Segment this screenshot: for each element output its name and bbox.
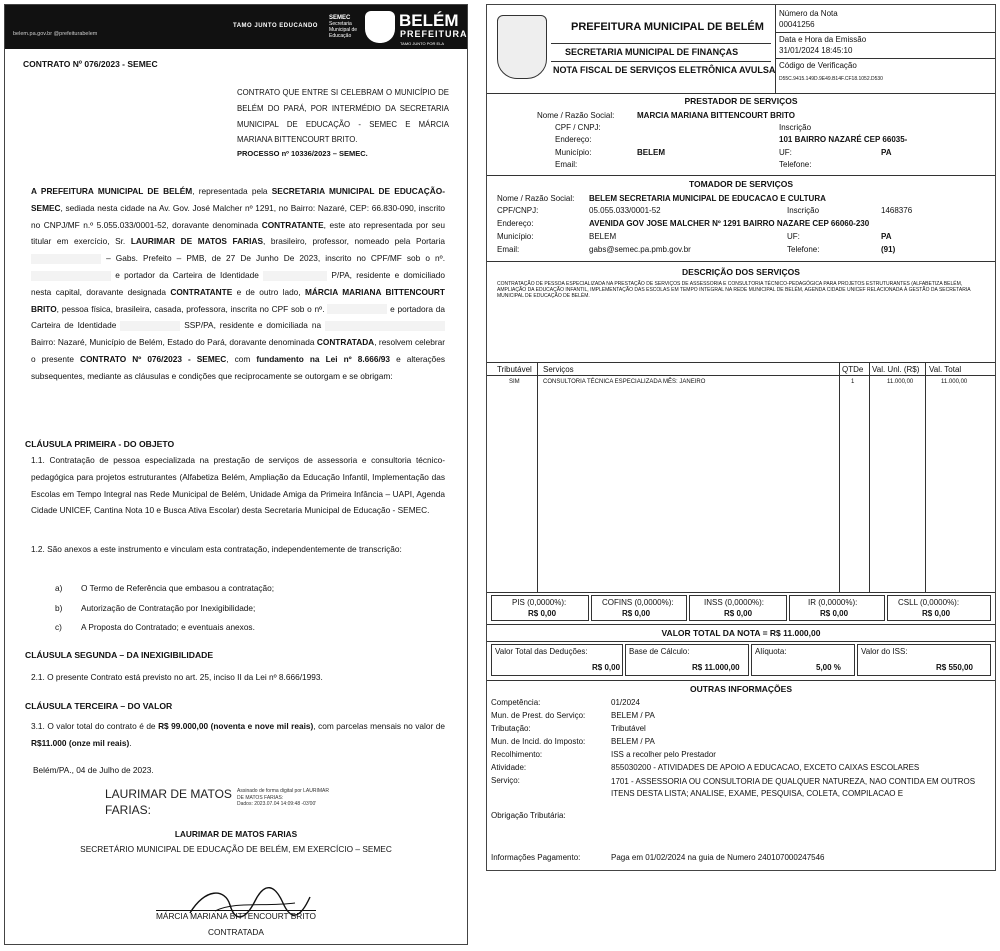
invoice-page: PREFEITURA MUNICIPAL DE BELÉM SECRETARIA MUNICIPAL DE FINANÇAS NOTA FISCAL DE SERVIÇOS ELETRÔNICA AVULSA Número da Nota 00041256 Data e Hora da Emissão 31/01/2024 18:45:10 Código de Verificação D55C.9415.149D.9E49.B14F.CF18.1052.D530 PRESTADOR DE SERVIÇOS Nome / Razão Social: MARCIA MARIANA BITTENCOURT BRITO CPF / CNPJ: Inscrição Endereço: 101 BAIRRO NAZARÉ CEP 66035- Município: BELEM UF: PA Email: Telefone: TOMADOR DE SERVIÇOS Nome / Razão Social: BELEM SECRETARIA MUNICIPAL DE EDUCACAO E CULTURA CPF/CNPJ: 05.055.033/0001-52 Inscrição 1468376 Endereço: AVENIDA GOV JOSE MALCHER Nº 1291 BAIRRO NAZARE CEP 66060-230 Município: BELEM UF: PA Email: gabs@semec.pa.pmb.gov.br Telefone: (91) DESCRIÇÃO DOS SERVIÇOS CONTRATAÇÃO DE PESSOA ESPECIALIZADA NA PRESTAÇÃO DE SERVIÇOS DE ASSESSORIA E CONSULTORIA TÉCNICO-PEDAGÓGICA PARA PROJETOS ESTRUTURANTES (ALFABETIZA BELÉM, AMPLIAÇÃO DA EDUCAÇÃO INFANTIL, IMPLEMENTAÇÃO DAS ESCOLAS EM TEMPO INTEGRAL NA REDE MUNICIPAL DE BELÉM, AGENDA CIDADE UNICEF RELACIONADA À GESTÃO DA SECRETARIA MUNICIPAL DE EDUCAÇÃO DE BELÉM. Tributável Serviços QTDe Val. Unl. (R$) Val. Total SIM CONSULTORIA TÉCNICA ESPECIALIZADA MÊS: JANEIRO 1 11.000,00 11.000,00 PIS (0,0000%): R$ 0,00 COFINS (0,0000%): R$ 0,00 INSS (0,0000%): R$ 0,00 IR (0,0000%): R$ 0,00 CSLL (0,0000%): R$ 0,00 VALOR TOTAL DA NOTA = R$ 11.000,00 Valor Total das Deduções: R$ 0,00 Base de Cálculo: R$ 11.000,00 Alíquota: 5,00 % Valor do ISS: R$ 550,00 OUTRAS INFORMAÇÕES Competência: 01/2024 Mun. de Prest. do Serviço: BELEM / PA Tributação: Tributável Mun. de Incid. do Imposto: BELEM / PA Recolhimento: ISS a recolher pelo Prestador Atividade: 855030200 - ATIVIDADES DE APOIO A EDUCACAO, EXCETO CAIXAS ESCOLARES Serviço: 1701 - ASSESSORIA OU CONSULTORIA DE QUALQUER NATUREZA, NAO CONTIDA EM OUTROS ITENS DESTA LISTA; ANALISE, EXAME, PESQUISA, COLETA, COMPILACAO E Obrigação Tributária: Informações Pagamento: Paga em 01/02/2024 na guia de Numero 240107000247546 — [486, 4, 996, 871]
servico-codigo: 1701 - ASSESSORIA OU CONSULTORIA DE QUALQUER NATUREZA, NAO CONTIDA EM OUTROS ITENS DESTA LISTA; ANALISE, EXAME, PESQUISA, COLETA, COMPILACAO E — [611, 777, 976, 798]
redacted-rg-contratada — [120, 321, 180, 331]
tax-ir: IR (0,0000%): R$ 0,00 — [789, 595, 885, 621]
contract-title: CONTRATO Nº 076/2023 - SEMEC — [23, 59, 158, 69]
redacted-portaria — [31, 254, 101, 264]
clause-1-2: 1.2. São anexos a este instrumento e vinculam esta contratação, independentemente de transcrição: — [31, 544, 402, 554]
valor-iss-box: Valor do ISS: R$ 550,00 — [857, 644, 991, 676]
redacted-cpf-contratada — [327, 304, 387, 314]
base-calculo-box: Base de Cálculo: R$ 11.000,00 — [625, 644, 749, 676]
competencia: 01/2024 — [611, 698, 640, 707]
row-val-total: 11.000,00 — [941, 379, 968, 385]
tomador-email: gabs@semec.pa.pmb.gov.br — [589, 245, 691, 254]
descricao-heading: DESCRIÇÃO DOS SERVIÇOS — [682, 267, 800, 277]
place-date: Belém/PA., 04 de Julho de 2023. — [33, 765, 154, 775]
tomador-name: BELEM SECRETARIA MUNICIPAL DE EDUCACAO E CULTURA — [589, 194, 826, 203]
digital-signature-meta: Assinado de forma digital por LAURIMAR DE MATOS FARIAS: Dados: 2023.07.04 14:09:48 -03'00' — [237, 788, 329, 807]
verification-label: Código de Verificação — [779, 61, 857, 70]
row-servico: CONSULTORIA TÉCNICA ESPECIALIZADA MÊS: JANEIRO — [543, 379, 706, 385]
signer-1-printed-name: LAURIMAR DE MATOS FARIAS — [174, 829, 298, 839]
emission-label: Data e Hora da Emissão — [779, 35, 867, 44]
tax-pis: PIS (0,0000%): R$ 0,00 — [491, 595, 589, 621]
signer-2-printed-name: MÁRCIA MARIANA BITTENCOURT BRITO — [156, 911, 316, 921]
contract-summary: CONTRATO QUE ENTRE SI CELEBRAM O MUNICÍPIO DE BELÉM DO PARÁ, POR INTERMÉDIO DA SECRETARIA MUNICIPAL DE EDUCAÇÃO - SEMEC E MÁRCIA MARIANA BITTENCOURT BRITO. — [237, 88, 449, 145]
processo-number: PROCESSO nº 10336/2023 – SEMEC. — [237, 149, 368, 158]
row-tributavel: SIM — [509, 379, 520, 385]
clause-3-1: 3.1. O valor total do contrato é de R$ 99.000,00 (noventa e nove mil reais), com parcelas mensais no valor de R$11.000 (onze mil reais). — [31, 721, 446, 748]
col-val-total: Val. Total — [929, 365, 962, 374]
clause-1-1: 1.1. Contratação de pessoa especializada na prestação de serviços de assessoria e consultoria técnico-pedagógica para projetos estruturantes (Alfabetiza Belém, Ampliação da Educação Infantil, Implementação das Escolas em Tempo Integral nas Rede Municipal de Belém, Unidade Amiga da Primeira Infância – UAPI, Agenda Cidade UNICEF, Cantina Nota 10 e Busca Ativa Escolar) desta Secretaria Municipal de Educação - SEMEC. — [31, 455, 445, 516]
col-servicos: Serviços — [543, 365, 574, 374]
brand-name: BELÉM — [399, 11, 459, 30]
prestador-heading: PRESTADOR DE SERVIÇOS — [684, 96, 798, 106]
pagamento-info: Paga em 01/02/2024 na guia de Numero 240107000247546 — [611, 853, 825, 862]
tax-inss: INSS (0,0000%): R$ 0,00 — [689, 595, 787, 621]
atividade: 855030200 - ATIVIDADES DE APOIO A EDUCACAO, EXCETO CAIXAS ESCOLARES — [611, 763, 920, 772]
row-qtde: 1 — [851, 379, 855, 385]
clause-1-heading: CLÁUSULA PRIMEIRA - DO OBJETO — [25, 439, 175, 449]
website-handle: belem.pa.gov.br @prefeiturabelem — [13, 31, 98, 37]
outras-info-heading: OUTRAS INFORMAÇÕES — [690, 684, 792, 694]
redacted-rg — [263, 271, 327, 281]
row-val-unit: 11.000,00 — [887, 379, 914, 385]
brand-sub: PREFEITURA — [400, 29, 468, 39]
digital-signature-name: LAURIMAR DE MATOS FARIAS: — [105, 787, 232, 817]
prestador-address: 101 BAIRRO NAZARÉ CEP 66035- — [779, 135, 908, 144]
nota-number: 00041256 — [779, 20, 815, 29]
contract-header-bar — [5, 5, 467, 49]
verification-code: D55C.9415.149D.9E49.B14F.CF18.1052.D530 — [779, 76, 883, 82]
tax-csll: CSLL (0,0000%): R$ 0,00 — [887, 595, 991, 621]
clause-2-heading: CLÁUSULA SEGUNDA – DA INEXIGIBILIDADE — [25, 650, 214, 660]
tax-cofins: COFINS (0,0000%): R$ 0,00 — [591, 595, 687, 621]
descricao-text: CONTRATAÇÃO DE PESSOA ESPECIALIZADA NA PRESTAÇÃO DE SERVIÇOS DE ASSESSORIA E CONSULTORIA TÉCNICO-PEDAGÓGICA PARA PROJETOS ESTRUTURANTES (ALFABETIZA BELÉM, AMPLIAÇÃO DA EDUCAÇÃO INFANTIL, IMPLEMENTAÇÃO DAS ESCOLAS EM TEMPO INTEGRAL NA REDE MUNICIPAL DE BELÉM, AGENDA CIDADE UNICEF RELACIONADA À GESTÃO DA SECRETARIA MUNICIPAL DE EDUCAÇÃO DE BELÉM. — [497, 281, 971, 299]
prestador-name: MARCIA MARIANA BITTENCOURT BRITO — [637, 111, 795, 120]
signer-2-role: CONTRATADA — [208, 927, 264, 937]
list-item-a: a) O Termo de Referência que embasou a contratação; — [55, 583, 275, 593]
tomador-heading: TOMADOR DE SERVIÇOS — [688, 179, 794, 189]
signer-1-role: SECRETÁRIO MUNICIPAL DE EDUCAÇÃO DE BELÉM, EM EXERCÍCIO – SEMEC — [80, 844, 392, 854]
tamo-junto-logo-text: TAMO JUNTO EDUCANDO — [233, 23, 318, 29]
coat-of-arms-icon — [365, 11, 395, 43]
contract-page — [4, 4, 468, 945]
invoice-org-3: NOTA FISCAL DE SERVIÇOS ELETRÔNICA AVULSA — [553, 65, 776, 75]
col-tributavel: Tributável — [497, 365, 532, 374]
aliquota-box: Alíquota: 5,00 % — [751, 644, 855, 676]
semec-label: SEMEC Secretaria Municipal de Educação — [329, 15, 358, 39]
redacted-address — [325, 321, 445, 331]
clause-2-1: 2.1. O presente Contrato está previsto no art. 25, inciso II da Lei nº 8.666/1993. — [31, 672, 323, 682]
list-item-c: c) A Proposta do Contratado; e eventuais anexos. — [55, 622, 255, 632]
invoice-org-1: PREFEITURA MUNICIPAL DE BELÉM — [571, 21, 764, 33]
tomador-cnpj: 05.055.033/0001-52 — [589, 206, 661, 215]
col-val-unit: Val. Unl. (R$) — [872, 365, 920, 374]
list-item-b: b) Autorização de Contratação por Inexigibilidade; — [55, 603, 256, 613]
valor-total-nota: VALOR TOTAL DA NOTA = R$ 11.000,00 — [661, 628, 821, 638]
coat-of-arms-icon — [497, 15, 547, 79]
nota-number-label: Número da Nota — [779, 9, 838, 18]
emission-datetime: 31/01/2024 18:45:10 — [779, 46, 853, 55]
clause-3-heading: CLÁUSULA TERCEIRA – DO VALOR — [25, 701, 173, 711]
redacted-cpf — [31, 271, 111, 281]
deductions-box: Valor Total das Deduções: R$ 0,00 — [491, 644, 623, 676]
invoice-org-2: SECRETARIA MUNICIPAL DE FINANÇAS — [565, 47, 739, 57]
preamble-paragraph: A PREFEITURA MUNICIPAL DE BELÉM, representada pela SECRETARIA MUNICIPAL DE EDUCAÇÃO-SEMEC, sediada nesta cidade na Av. Gov. José Malcher nº 1291, no Bairro: Nazaré, CEP: 66.830-090, inscrito no CNPJ/MF n.º 5.055.033/0001-52, doravante denominada CONTRATANTE, este ato representada por seu titular em exercício, Sr. LAURIMAR DE MATOS FARIAS, brasileiro, professor, nomeado pela Portaria – Gabs. Prefeito – PMB, de 27 De Junho De 2023, inscrito no CPF/MF sob o nº. e portador da Carteira de Identidade P/PA, residente e domiciliado nesta capital, doravante designada CONTRATANTE e de outro lado, MÁRCIA MARIANA BITTENCOURT BRITO, pessoa física, brasileira, casada, professora, inscrita no CPF sob o nº. e portadora da Carteira de Identidade SSP/PA, residente e domiciliada na Bairro: Nazaré, Município de Belém, Estado do Pará, doravante denominada CONTRATADA, resolvem celebrar o presente CONTRATO Nº 076/2023 - SEMEC, com fundamento na Lei nº 8.666/93 e alterações subsequentes, mediante as cláusulas e condições que reciprocamente se outorgam e se obrigam: — [31, 186, 445, 381]
col-qtde: QTDe — [842, 365, 864, 374]
tomador-address: AVENIDA GOV JOSE MALCHER Nº 1291 BAIRRO NAZARE CEP 66060-230 — [589, 219, 870, 228]
brand-tagline: TAMO JUNTO POR ELA — [400, 41, 445, 46]
